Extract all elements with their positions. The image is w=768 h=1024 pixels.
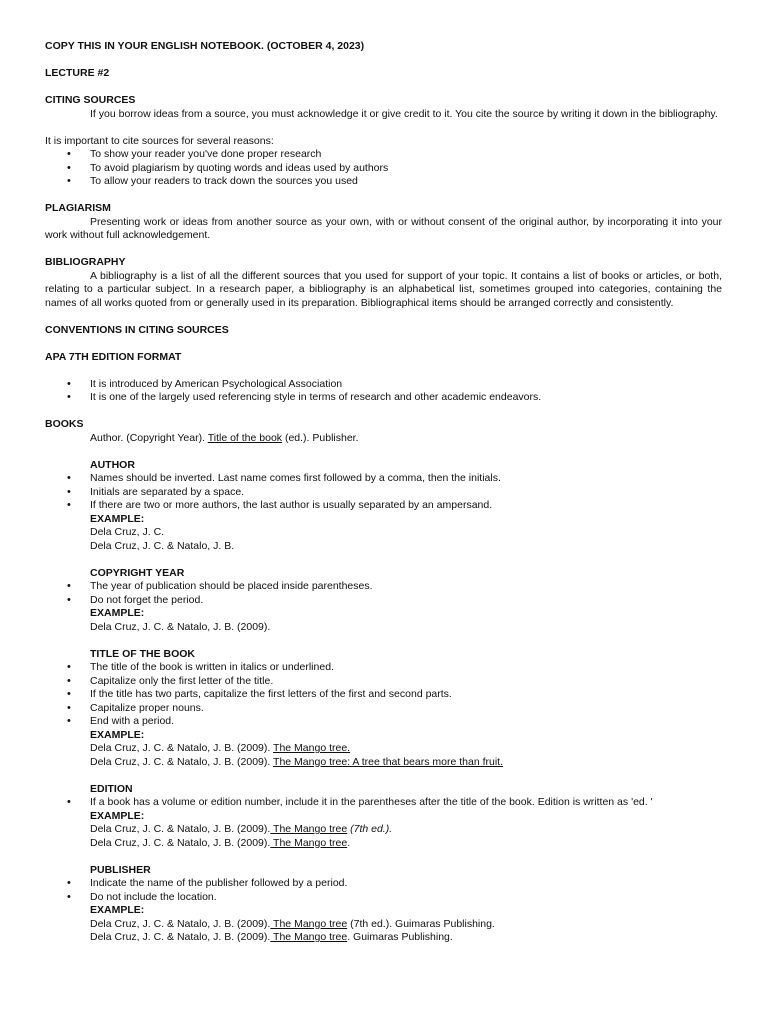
list-item: • Capitalize proper nouns. <box>45 702 722 716</box>
list-item: • To avoid plagiarism by quoting words and ideas used by authors <box>45 162 722 176</box>
author-example: Dela Cruz, J. C. & Natalo, J. B. <box>90 539 235 552</box>
citation-suffix: . Guimaras Publishing. <box>347 931 453 943</box>
edition-heading: EDITION <box>90 782 133 795</box>
list-item: • If the title has two parts, capitalize the first letters of the first and second parts. <box>45 688 722 702</box>
list-item: • Names should be inverted. Last name comes first followed by a comma, then the initials. <box>45 472 722 486</box>
list-item: • Indicate the name of the publisher followed by a period. <box>45 877 722 891</box>
copyright-example: Dela Cruz, J. C. & Natalo, J. B. (2009). <box>90 620 271 633</box>
list-item: • It is introduced by American Psychological Association <box>45 378 722 392</box>
citation-suffix: (7th ed.). <box>347 823 393 835</box>
citation-title: The Mango tree <box>270 823 348 835</box>
books-format <box>45 432 722 446</box>
format-prefix: Author. (Copyright Year). <box>90 431 208 444</box>
list-item: • It is one of the largely used referencing style in terms of research and other academic endeavors. <box>45 391 722 405</box>
example-label: EXAMPLE: <box>90 512 145 525</box>
edition-list <box>45 796 722 810</box>
list-item: • If a book has a volume or edition number, include it in the parentheses after the title of the book. Edition is written as 'ed. ' <box>45 796 722 810</box>
title-of-book-heading: TITLE OF THE BOOK <box>90 647 195 660</box>
list-item: • Do not include the location. <box>45 891 722 905</box>
lecture-number: LECTURE #2 <box>45 67 110 79</box>
apa-heading: APA 7TH EDITION FORMAT <box>45 350 182 363</box>
author-heading: AUTHOR <box>90 458 135 471</box>
publisher-list <box>45 877 722 904</box>
plagiarism-paragraph: Presenting work or ideas from another source as your own, with or without consent of the original author, by incorporating it into your work without full acknowledgement. <box>45 215 722 241</box>
example-label: EXAMPLE: <box>90 607 145 619</box>
citation-prefix: Dela Cruz, J. C. & Natalo, J. B. (2009). <box>90 836 271 849</box>
list-item: • Initials are separated by a space. <box>45 486 722 500</box>
list-item: • Do not forget the period. <box>45 594 722 608</box>
edition-example <box>45 823 722 837</box>
citation-title: The Mango tree <box>270 917 348 930</box>
list-item: • End with a period. <box>45 715 722 729</box>
citation-title: The Mango tree: A tree that bears more than fruit. <box>273 755 504 768</box>
example-label: EXAMPLE: <box>90 728 145 741</box>
list-item: • Capitalize only the first letter of the title. <box>45 675 722 689</box>
conventions-heading: CONVENTIONS IN CITING SOURCES <box>45 323 229 336</box>
citation-prefix: Dela Cruz, J. C. & Natalo, J. B. (2009). <box>90 917 271 930</box>
list-item: • If there are two or more authors, the last author is usually separated by an ampersand. <box>45 499 722 513</box>
list-item: • To allow your readers to track down the sources you used <box>45 175 722 189</box>
publisher-heading: PUBLISHER <box>90 863 151 876</box>
bibliography-paragraph: A bibliography is a list of all the different sources that you used for support of your topic. It contains a list of books or articles, or both, relating to a particular subject. In a research paper, a bibliography is an alphabetical list, sometimes grouped into categories, containing the names of all works quoted from or generally used in its preparation. Bibliographical items should be arranged correctly and consistently. <box>45 269 722 309</box>
list-item: • The title of the book is written in italics or underlined. <box>45 661 722 675</box>
edition-example <box>45 837 722 851</box>
format-title: Title of the book <box>207 431 283 444</box>
example-label: EXAMPLE: <box>90 904 145 916</box>
citation-suffix: . <box>347 836 351 849</box>
books-heading: BOOKS <box>45 418 84 430</box>
reasons-list <box>45 148 722 189</box>
document-title: COPY THIS IN YOUR ENGLISH NOTEBOOK. (OCTOBER 4, 2023) <box>45 40 365 52</box>
copyright-heading: COPYRIGHT YEAR <box>90 566 185 579</box>
citing-sources-heading: CITING SOURCES <box>45 94 136 106</box>
plagiarism-heading: PLAGIARISM <box>45 202 111 214</box>
bibliography-heading: BIBLIOGRAPHY <box>45 256 126 268</box>
publisher-example <box>45 918 722 932</box>
copyright-list <box>45 580 722 607</box>
citation-suffix: (7th ed.). Guimaras Publishing. <box>347 917 495 930</box>
title-of-book-list <box>45 661 722 729</box>
list-item: • To show your reader you've done proper research <box>45 148 722 162</box>
apa-list <box>45 378 722 405</box>
citation-title: The Mango tree <box>270 931 348 943</box>
citation-title: The Mango tree <box>270 836 348 849</box>
author-example: Dela Cruz, J. C. <box>90 526 165 538</box>
example-label: EXAMPLE: <box>90 809 145 822</box>
list-item: • The year of publication should be placed inside parentheses. <box>45 580 722 594</box>
citation-prefix: Dela Cruz, J. C. & Natalo, J. B. (2009). <box>90 742 274 754</box>
author-list <box>45 472 722 513</box>
title-example <box>45 742 722 756</box>
citation-prefix: Dela Cruz, J. C. & Natalo, J. B. (2009). <box>90 931 271 943</box>
citing-sources-paragraph: If you borrow ideas from a source, you must acknowledge it or give credit to it. You cite the source by writing it down in the bibliography. <box>90 107 718 120</box>
citation-prefix: Dela Cruz, J. C. & Natalo, J. B. (2009). <box>90 823 271 835</box>
format-suffix: (ed.). Publisher. <box>282 431 359 444</box>
citation-title: The Mango tree. <box>273 742 351 754</box>
reasons-intro: It is important to cite sources for several reasons: <box>45 134 274 147</box>
title-example <box>45 756 722 770</box>
citation-prefix: Dela Cruz, J. C. & Natalo, J. B. (2009). <box>90 755 274 768</box>
publisher-example <box>45 931 722 945</box>
